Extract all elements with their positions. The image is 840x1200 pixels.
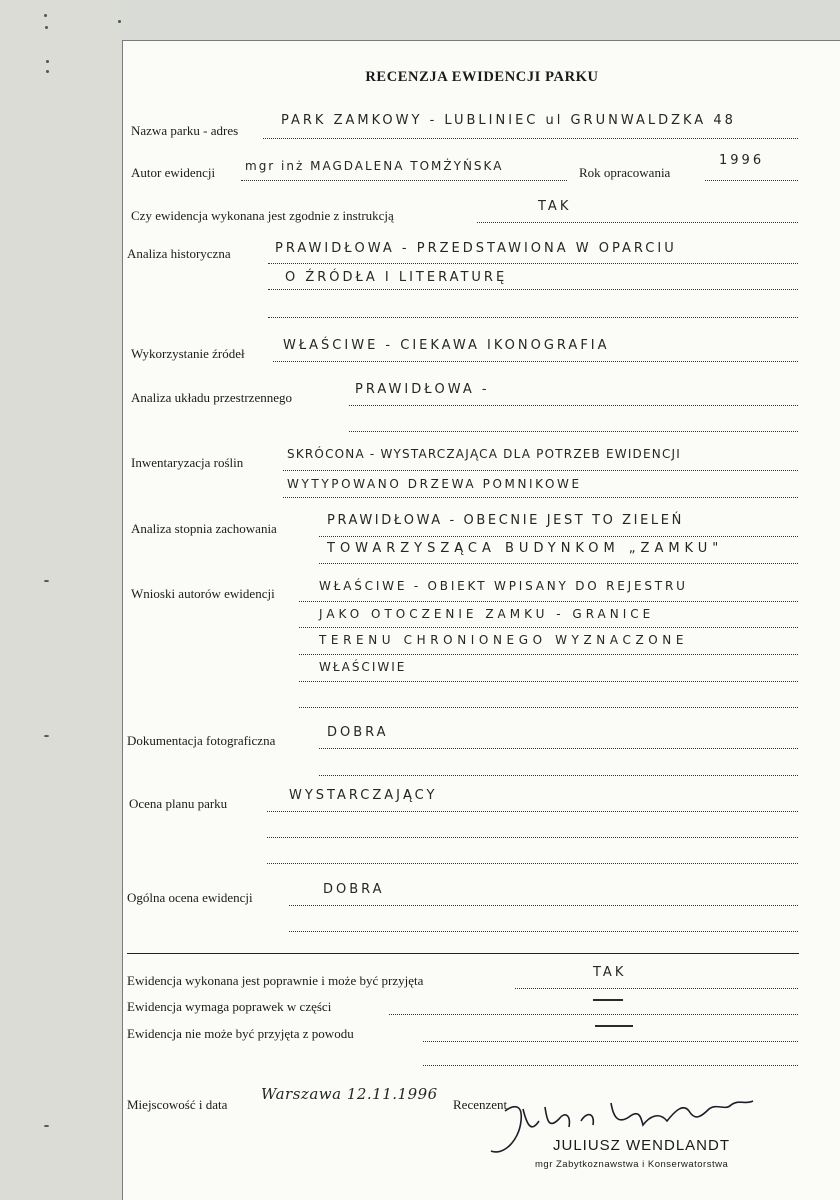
conclusions-value-4: WŁAŚCIWIE (319, 660, 407, 674)
instruction-line (477, 222, 798, 223)
conclusions-line-4 (299, 681, 798, 682)
rejected-line-2 (423, 1065, 798, 1066)
scan-speck (46, 60, 49, 63)
scan-speck (44, 580, 49, 582)
photo-docs-value: DOBRA (327, 725, 389, 740)
conclusions-value-1: WŁAŚCIWE - OBIEKT WPISANY DO REJESTRU (319, 579, 688, 593)
overall-rating-label: Ogólna ocena ewidencji (127, 890, 253, 905)
accepted-value: TAK (593, 965, 627, 980)
needs-fixes-line (389, 1014, 798, 1015)
form-title: RECENZJA EWIDENCJI PARKU (365, 69, 599, 85)
conclusions-value-2: JAKO OTOCZENIE ZAMKU - GRANICE (319, 607, 655, 621)
layout-line-2 (349, 431, 798, 432)
scan-speck (118, 20, 121, 23)
conclusions-line-2 (299, 627, 798, 628)
layout-analysis-label: Analiza układu przestrzennego (131, 390, 292, 405)
scan-speck (46, 70, 49, 73)
stamp-name: JULIUSZ WENDLANDT (553, 1137, 731, 1154)
stamp-title: mgr Zabytkoznawstwa i Konserwatorstwa (535, 1159, 729, 1170)
history-line-1 (268, 263, 798, 264)
plants-line-1 (283, 470, 798, 471)
photo-docs-label: Dokumentacja fotograficzna (127, 733, 276, 748)
sources-value: WŁAŚCIWE - CIEKAWA IKONOGRAFIA (283, 338, 610, 353)
accepted-label: Ewidencja wykonana jest poprawnie i może być przyjęta (127, 973, 424, 988)
preservation-value-1: PRAWIDŁOWA - OBECNIE JEST TO ZIELEŃ (327, 513, 684, 528)
preservation-value-2: TOWARZYSZĄCA BUDYNKOM „ZAMKU" (327, 541, 724, 556)
review-form-sheet (122, 40, 840, 1200)
plants-label: Inwentaryzacja roślin (131, 455, 244, 470)
plan-rating-line-2 (267, 837, 798, 838)
layout-line-1 (349, 405, 798, 406)
overall-rating-line-1 (289, 905, 798, 906)
preservation-label: Analiza stopnia zachowania (131, 521, 277, 536)
history-line-3 (268, 317, 798, 318)
plan-rating-line-3 (267, 863, 798, 864)
sources-line-1 (273, 361, 798, 362)
year-line (705, 180, 798, 181)
author-value: mgr inż MAGDALENA TOMŻYŃSKA (245, 159, 504, 173)
overall-rating-value: DOBRA (323, 882, 385, 897)
preservation-line-2 (319, 563, 798, 564)
plan-rating-value: WYSTARCZAJĄCY (289, 788, 438, 803)
section-divider (127, 953, 799, 954)
history-value-1: PRAWIDŁOWA - PRZEDSTAWIONA W OPARCIU (275, 241, 677, 256)
plants-value-2: WYTYPOWANO DRZEWA POMNIKOWE (287, 477, 582, 491)
overall-rating-line-2 (289, 931, 798, 932)
rejected-label: Ewidencja nie może być przyjęta z powodu (127, 1026, 354, 1041)
place-date-value: Warszawa 12.11.1996 (261, 1085, 438, 1103)
conclusions-line-5 (299, 707, 798, 708)
conclusions-label: Wnioski autorów ewidencji (131, 586, 275, 601)
conclusions-line-3 (299, 654, 798, 655)
instruction-value: TAK (538, 199, 572, 214)
sources-label: Wykorzystanie źródeł (131, 346, 245, 361)
park-name-line (263, 138, 798, 139)
year-label: Rok opracowania (579, 165, 671, 180)
park-name-value: PARK ZAMKOWY - LUBLINIEC ul GRUNWALDZKA 48 (281, 113, 736, 128)
history-value-2: O ŹRÓDŁA I LITERATURĘ (285, 270, 508, 285)
park-name-label: Nazwa parku - adres (131, 123, 239, 138)
history-line-2 (268, 289, 798, 290)
instruction-label: Czy ewidencja wykonana jest zgodnie z instrukcją (131, 208, 394, 223)
rejected-line-1 (423, 1041, 798, 1042)
scan-speck (45, 26, 48, 29)
author-line (241, 180, 567, 181)
reviewer-label: Recenzent (453, 1097, 508, 1112)
layout-analysis-value: PRAWIDŁOWA - (355, 382, 490, 397)
plan-rating-line-1 (267, 811, 798, 812)
needs-fixes-dash (593, 999, 623, 1001)
needs-fixes-label: Ewidencja wymaga poprawek w części (127, 999, 332, 1014)
photo-docs-line-2 (319, 775, 798, 776)
preservation-line-1 (319, 536, 798, 537)
scan-speck (44, 1125, 49, 1127)
plan-rating-label: Ocena planu parku (129, 796, 228, 811)
author-label: Autor ewidencji (131, 165, 216, 180)
rejected-dash (595, 1025, 633, 1027)
conclusions-value-3: TERENU CHRONIONEGO WYZNACZONE (319, 633, 689, 647)
accepted-line (515, 988, 798, 989)
place-date-label: Miejscowość i data (127, 1097, 228, 1112)
plants-line-2 (283, 497, 798, 498)
history-label: Analiza historyczna (127, 246, 231, 261)
photo-docs-line-1 (319, 748, 798, 749)
scan-speck (44, 14, 47, 17)
scan-margin (0, 0, 120, 1199)
conclusions-line-1 (299, 601, 798, 602)
year-value: 1996 (719, 153, 765, 168)
plants-value-1: SKRÓCONA - WYSTARCZAJĄCA DLA POTRZEB EWIDENCJI (287, 447, 682, 461)
scan-speck (44, 735, 49, 737)
